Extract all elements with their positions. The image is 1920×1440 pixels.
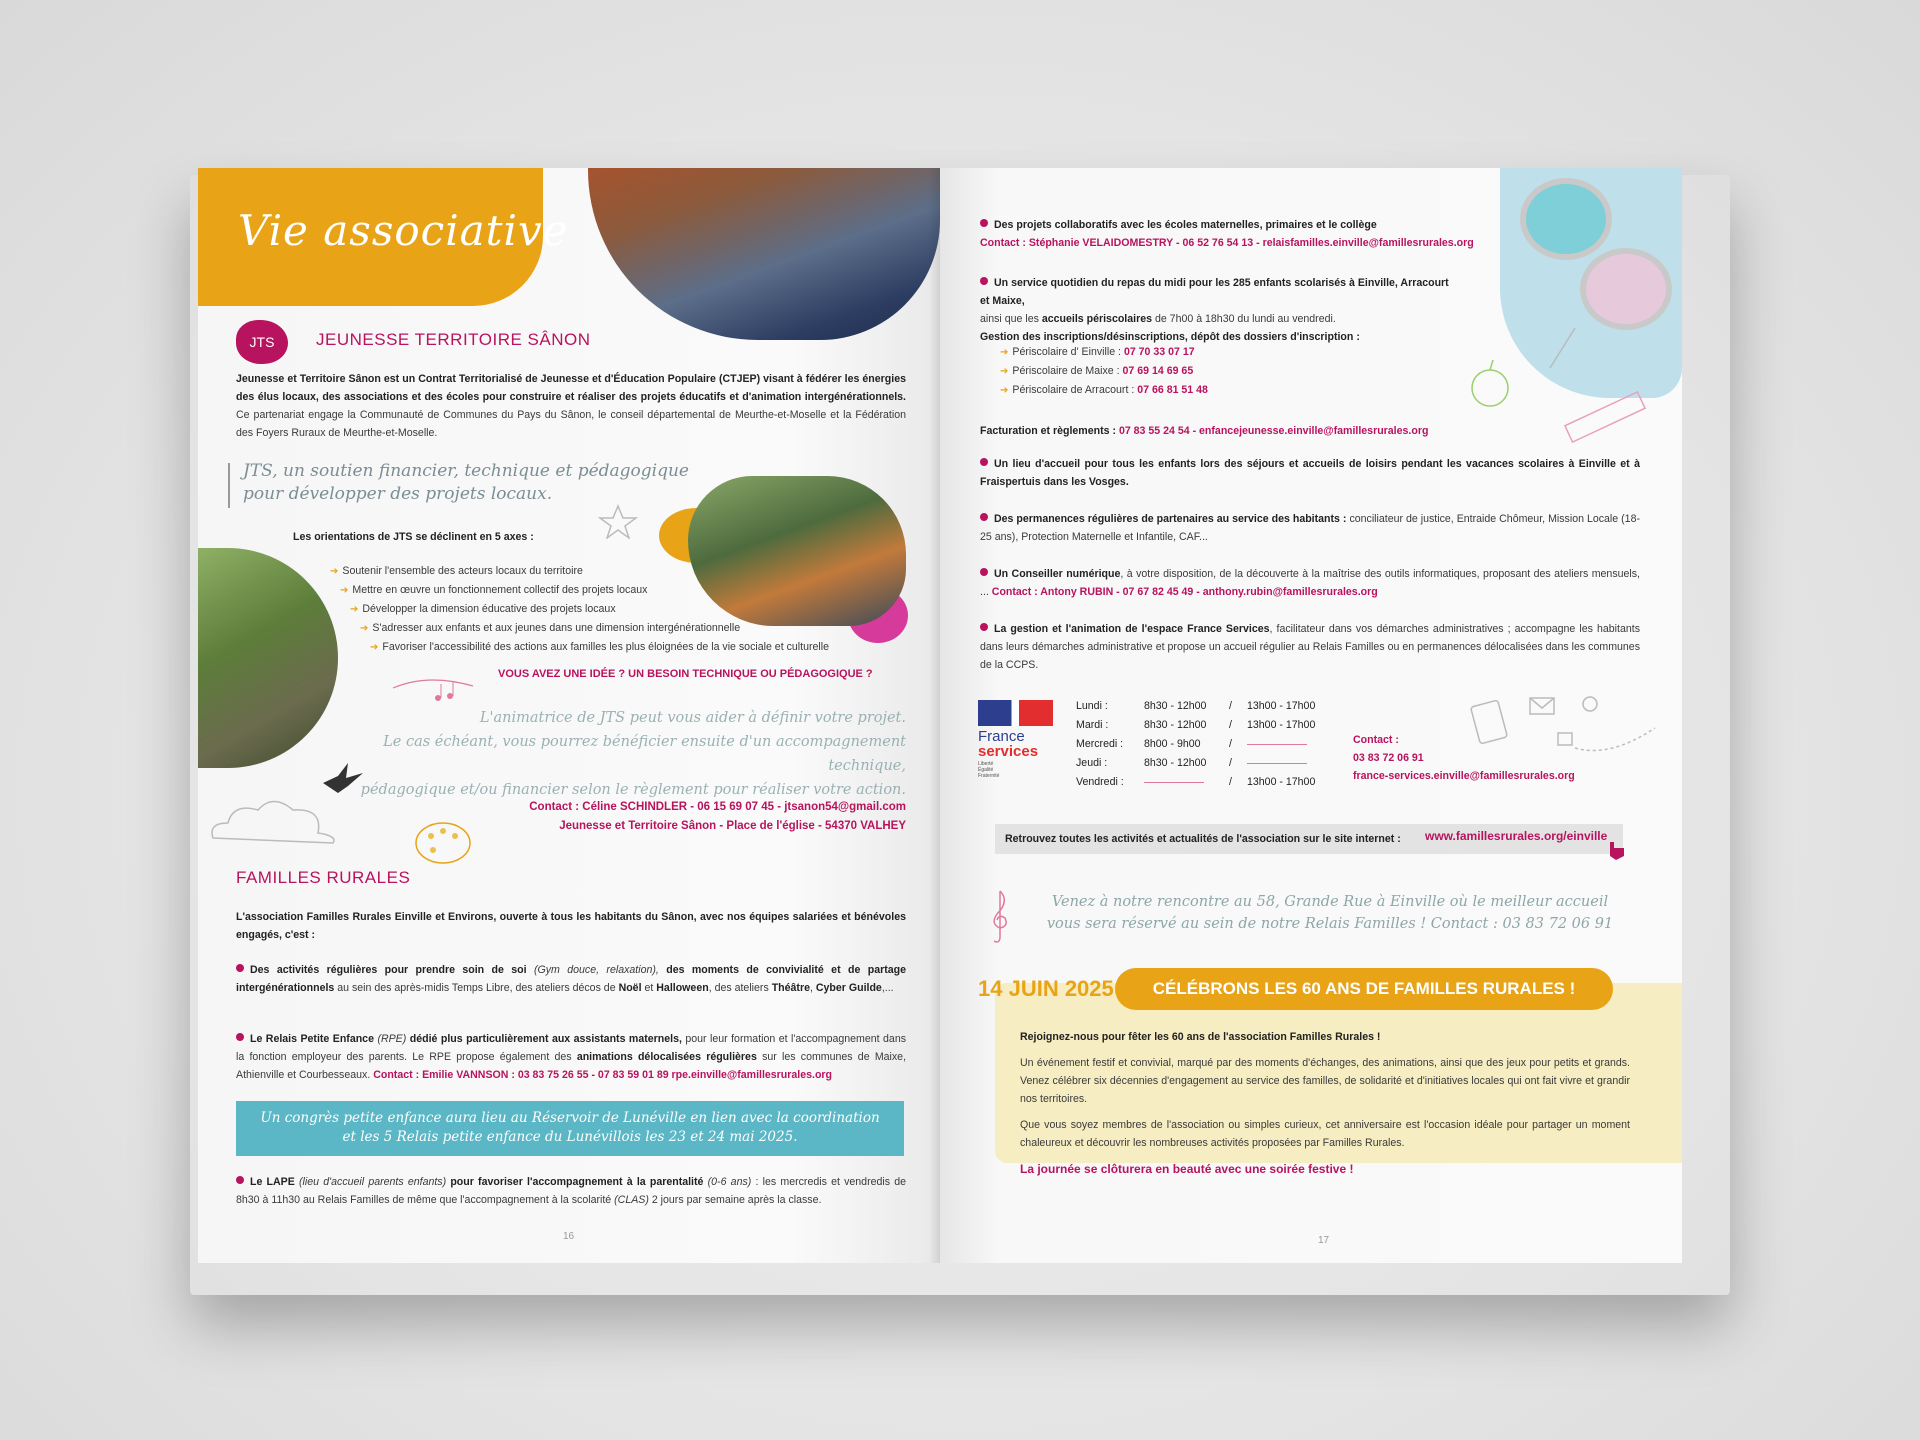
france-services-logo: France services Liberté Égalité Fraternité [978, 700, 1053, 779]
arrow-icon: ➔ [1000, 385, 1009, 396]
facturation: Facturation et règlements : 07 83 55 24 54 - enfancejeunesse.einville@famillesrurales.org [980, 425, 1429, 437]
bullet-icon [980, 219, 988, 227]
event-title: CÉLÉBRONS LES 60 ANS DE FAMILLES RURALES ! [1115, 968, 1613, 1010]
website-bar: Retrouvez toutes les activités et actualités de l'association sur le site internet : www.famillesrurales.org/einville [995, 824, 1623, 854]
schedule-row: Vendredi : / 13h00 - 17h00 [1076, 776, 1316, 788]
fr-intro: L'association Familles Rurales Einville et Environs, ouverte à tous les habitants du Sânon, avec nos équipes salariées et bénévoles engagés, c'est : [236, 911, 906, 941]
star-icon [598, 503, 638, 539]
jts-heading: JEUNESSE TERRITOIRE SÂNON [316, 330, 591, 349]
forest-photo [198, 548, 338, 768]
b1: Des projets collaboratifs avec les écoles maternelles, primaires et le collège Contact : Stéphanie VELAIDOMESTRY - 06 52 76 54 13 - relaisfamilles.einville@famillesrurales.org [980, 219, 1474, 249]
bullet-icon [236, 964, 244, 972]
bullet-icon [236, 1033, 244, 1041]
congres-banner: Un congrès petite enfance aura lieu au Réservoir de Lunéville en lien avec la coordination et les 5 Relais petite enfance du Lunévillois les 23 et 24 mai 2025. [236, 1101, 904, 1156]
rencontre-script: Venez à notre rencontre au 58, Grande Rue à Einville où le meilleur accueil vous sera réservé au sein de notre Relais Familles ! Contact : 03 83 72 06 91 [1046, 894, 1614, 932]
click-hand-icon [1602, 836, 1628, 862]
jts-script: L'animatrice de JTS peut vous aider à définir votre projet. Le cas échéant, vous pourrez bénéficier ensuite d'un accompagnement technique, pédagogique et/ou financier selon le règlement pour réaliser votre action. [360, 710, 906, 798]
website-link[interactable]: www.famillesrurales.org/einville [1425, 829, 1608, 843]
right-page [940, 168, 1682, 1263]
arrow-icon: ➔ [1000, 347, 1009, 358]
page-number: 16 [563, 1231, 575, 1242]
left-page [198, 168, 940, 1263]
b6: La gestion et l'animation de l'espace France Services, facilitateur dans vos démarches administratives ; accompagne les habitants dans leurs démarches administrative et propose un accueil régulier au Relais Familles ou en permanences délocalisées dans les communes de la CCPS. [980, 623, 1640, 671]
arrow-icon: ➔ [1000, 366, 1009, 377]
arrow-icon: ➔ [330, 566, 339, 577]
b3: Un lieu d'accueil pour tous les enfants lors des séjours et accueils de loisirs pendant les vacances scolaires à Einville et à Fraispertuis dans les Vosges. [980, 458, 1640, 488]
b2: Un service quotidien du repas du midi pour les 285 enfants scolarisés à Einville, Arracourt et Maixe, ainsi que les accueils périscolaires de 7h00 à 18h30 du lundi au vendredi. Gestion des inscriptions/désinscriptions, dépôt des dossiers d'inscription : [980, 277, 1449, 343]
group-photo [588, 168, 940, 340]
jts-intro: Jeunesse et Territoire Sânon est un Contrat Territorialisé de Jeunesse et d'Éducation Populaire (CTJEP) visant à fédérer les énergies des élus locaux, des associations et des écoles pour construire et réaliser des projets éducatifs et d'animation intergénérationnels. Ce partenariat engage la Communauté de Communes du Pays du Sânon, le conseil départemental de Meurthe-et-Moselle et la Fédération des Foyers Ruraux de Meurthe-et-Moselle. [236, 373, 906, 439]
arrow-icon: ➔ [340, 585, 349, 596]
bullet-icon [980, 513, 988, 521]
arrow-icon: ➔ [370, 642, 379, 653]
schedule-row: Lundi : 8h30 - 12h00 / 13h00 - 17h00 [1076, 700, 1316, 712]
paint-can-photo [1580, 248, 1672, 330]
jts-badge: JTS [236, 320, 288, 364]
b5: Un Conseiller numérique, à votre disposition, de la découverte à la maîtrise des outils informatiques, proposant des ateliers mensuels, ... Contact : Antony RUBIN - 07 67 82 45 49 - anthony.rubin@famillesrurales.org [980, 568, 1640, 598]
empty-slot [1247, 763, 1307, 764]
arrow-icon: ➔ [350, 604, 359, 615]
jts-quote: JTS, un soutien financier, technique et pédagogique pour développer des projets locaux. [243, 461, 689, 504]
empty-slot [1144, 782, 1204, 783]
treble-clef-icon [985, 886, 1015, 946]
bullet-icon [980, 623, 988, 631]
periscolaire-list: ➔ Périscolaire d' Einville : 07 70 33 07 17 ➔ Périscolaire de Maixe : 07 69 14 69 65 ➔ Périscolaire de Arracourt : 07 66 81 51 48 [1000, 346, 1208, 396]
fr-item-activities: Des activités régulières pour prendre soin de soi (Gym douce, relaxation), des moments de convivialité et de partage intergénérationnels au sein des après-midis Temps Libre, des ateliers décos de Noël et Halloween, des ateliers Théâtre, Cyber Guilde,... [236, 964, 906, 994]
arrow-icon: ➔ [360, 623, 369, 634]
schedule-row: Mardi : 8h30 - 12h00 / 13h00 - 17h00 [1076, 719, 1316, 731]
schedule-row: Jeudi : 8h30 - 12h00 / [1076, 757, 1315, 776]
b4: Des permanences régulières de partenaires au service des habitants : conciliateur de justice, Entraide Chômeur, Mission Locale (18-25 ans), Protection Maternelle et Infantile, CAF... [980, 513, 1640, 543]
marianne-icon [978, 700, 1053, 726]
fs-contact: Contact : 03 83 72 06 91 france-services.einville@famillesrurales.org [1353, 734, 1575, 782]
cloud-icon [203, 788, 343, 848]
schedule-row: Mercredi : 8h00 - 9h00 / [1076, 738, 1315, 757]
axes-list: ➔ Soutenir l'ensemble des acteurs locaux du territoire ➔ Mettre en œuvre un fonctionnement collectif des projets locaux ➔ Développer la dimension éducative des projets locaux ➔ S'adresser aux enfants et aux jeunes dans une dimension intergénérationnelle ➔ Favoriser l'accessibilité des actions aux familles les plus éloignées de la vie sociale et culturelle [330, 565, 829, 653]
schedule-table [1076, 700, 1315, 795]
bullet-icon [980, 568, 988, 576]
quote-bar [228, 463, 230, 508]
axes-intro: Les orientations de JTS se déclinent en 5 axes : [293, 531, 534, 543]
page-title: Vie associative [238, 206, 569, 255]
fr-item-lape: Le LAPE (lieu d'accueil parents enfants) pour favoriser l'accompagnement à la parentalité (0-6 ans) : les mercredis et vendredis de 8h30 à 11h30 au Relais Familles de même que l'accompagnement à la scolarité (CLAS) 2 jours par semaine après la classe. [236, 1176, 907, 1206]
event-date: 14 JUIN 2025 [978, 976, 1114, 1001]
bullet-icon [236, 1176, 244, 1184]
paint-can-photo [1520, 178, 1612, 260]
jts-contact: Contact : Céline SCHINDLER - 06 15 69 07 45 - jtsanon54@gmail.com Jeunesse et Territoire Sânon - Place de l'église - 54370 VALHEY [529, 801, 906, 832]
page-number: 17 [1318, 1235, 1330, 1246]
fr-item-rpe: Le Relais Petite Enfance (RPE) dédié plus particulièrement aux assistants maternels, pour leur formation et l'accompagnement dans la fonction employeur des parents. Le RPE propose également des animations délocalisées régulières sur les communes de Maixe, Athienville et Courbesseaux. Contact : Emilie VANNSON : 03 83 75 26 55 - 07 83 59 01 89 rpe.einville@famillesrurales.org [236, 1033, 907, 1081]
event-text: Rejoignez-nous pour fêter les 60 ans de l'association Familles Rurales ! Un événement festif et convivial, marqué par des moments d'échanges, des animations, ainsi que des jeux pour petits et grands. Venez célébrer six décennies d'engagement au service des familles, de solidarité et d'initiatives locales qui ont fait vivre et grandir nos territoires. Que vous soyez membres de l'association ou simples curieux, cet anniversaire est l'occasion idéale pour partager un moment chaleureux et découvrir les nombreuses activités proposées par Familles Rurales. La journée se clôturera en beauté avec une soirée festive ! [1020, 1031, 1630, 1176]
fr-heading: FAMILLES RURALES [236, 868, 411, 887]
music-notes-icon [388, 668, 478, 708]
empty-slot [1247, 744, 1307, 745]
jts-question: VOUS AVEZ UNE IDÉE ? UN BESOIN TECHNIQUE OU PÉDAGOGIQUE ? [498, 668, 873, 680]
bullet-icon [980, 277, 988, 285]
bullet-icon [980, 458, 988, 466]
